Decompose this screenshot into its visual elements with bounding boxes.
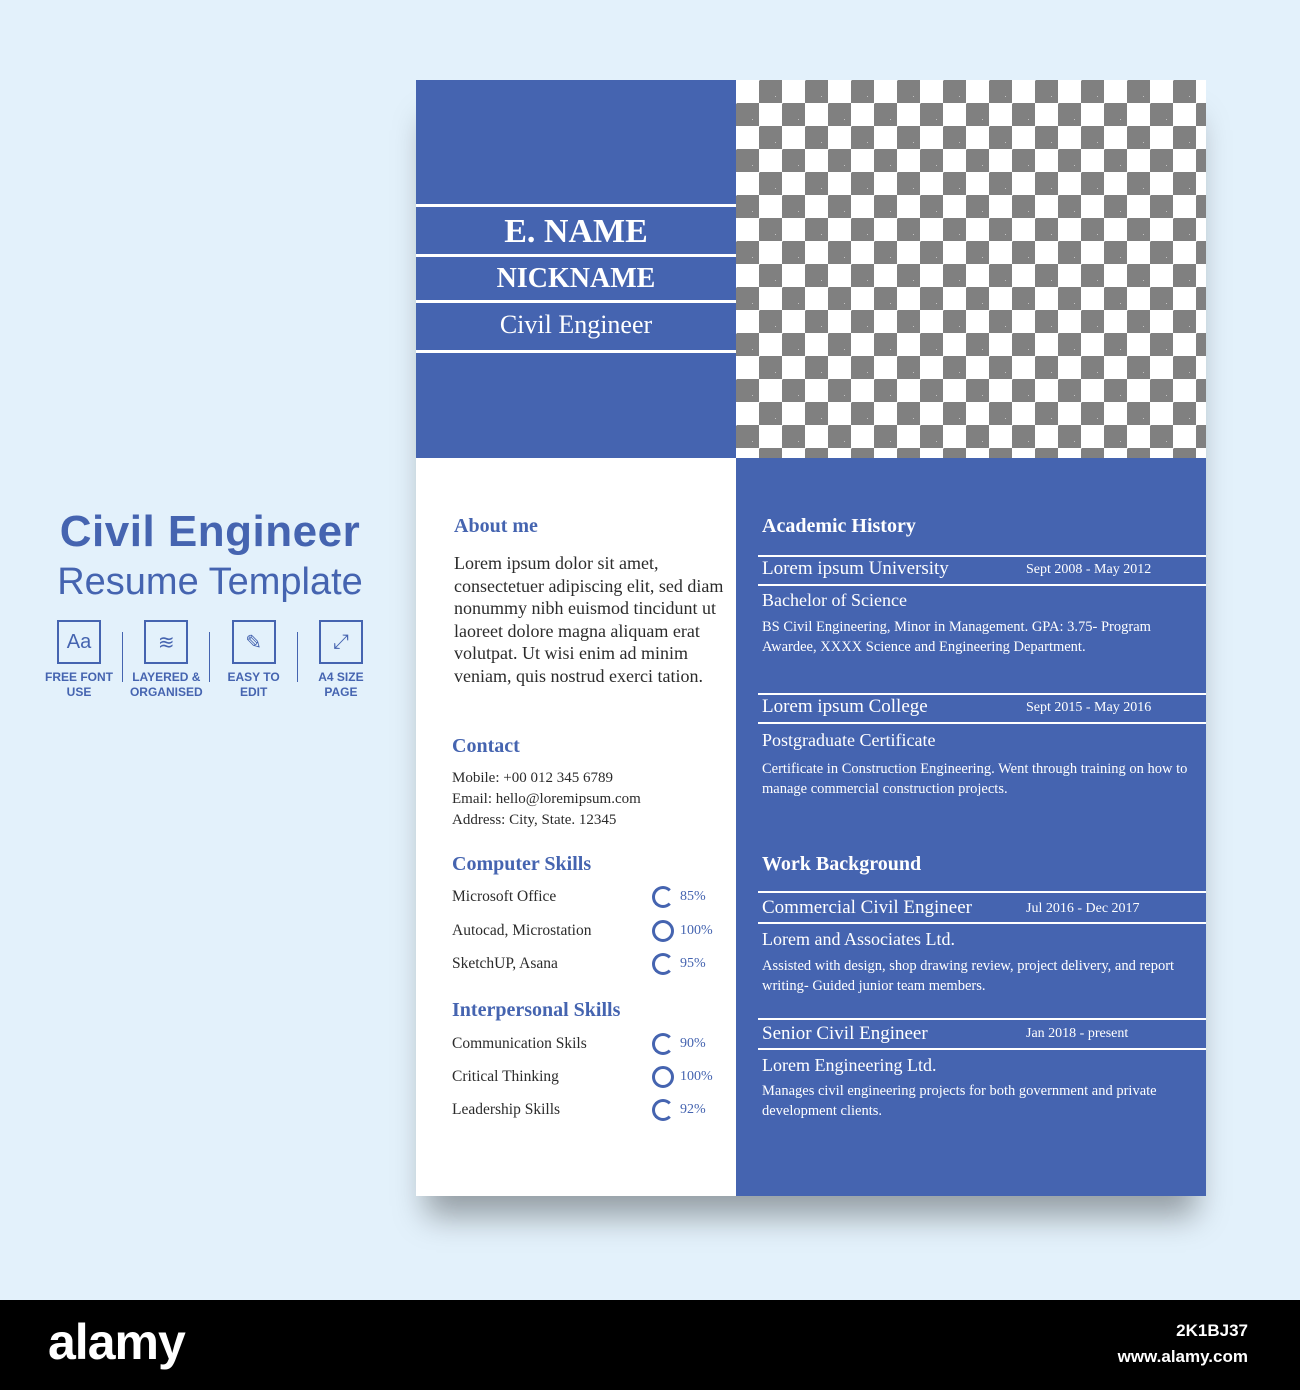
progress-ring-icon xyxy=(652,886,674,908)
skill-percent: 85% xyxy=(680,889,706,904)
academic-dates: Sept 2008 - May 2012 xyxy=(1026,562,1152,577)
contact-email: Email: hello@loremipsum.com xyxy=(452,791,641,807)
photo-placeholder xyxy=(736,80,1206,458)
academic-degree: Postgraduate Certificate xyxy=(762,730,936,750)
expand-arrows-icon: ⤢ xyxy=(319,620,363,664)
stock-logo: alamy xyxy=(48,1314,185,1370)
work-position: Senior Civil Engineer xyxy=(762,1023,928,1044)
feature-list xyxy=(40,620,380,700)
skill-percent: 100% xyxy=(680,1069,713,1084)
skill-row xyxy=(452,1066,732,1088)
academic-title: Academic History xyxy=(762,515,916,537)
feature-divider xyxy=(209,632,210,682)
feature-layered xyxy=(127,620,205,700)
skill-row xyxy=(452,953,732,975)
feature-label: A4 SIZE PAGE xyxy=(318,670,364,699)
resume-name: E. NAME xyxy=(504,213,648,250)
work-details: Manages civil engineering projects for both government and private development clients. xyxy=(762,1083,1157,1119)
progress-ring-icon xyxy=(652,1099,674,1121)
work-details: Assisted with design, shop drawing review, project delivery, and report writing- Guided junior team members. xyxy=(762,958,1175,994)
feature-divider xyxy=(122,632,123,682)
skill-row xyxy=(452,1099,732,1121)
skill-row xyxy=(452,886,732,908)
resume-nickname: NICKNAME xyxy=(496,263,656,294)
entry-rule xyxy=(758,722,1206,724)
resume-sheet xyxy=(416,80,1206,1196)
contact-title: Contact xyxy=(452,735,520,757)
work-title: Work Background xyxy=(762,853,922,875)
promo-title: Civil Engineer xyxy=(59,507,361,556)
pencil-edit-icon: ✎ xyxy=(232,620,276,664)
skill-percent: 92% xyxy=(680,1102,706,1117)
progress-ring-icon xyxy=(652,920,674,942)
promo-heading xyxy=(40,505,380,605)
promo-subtitle: Resume Template xyxy=(57,561,363,603)
header-rule xyxy=(416,254,736,257)
skill-name: Autocad, Microstation xyxy=(452,922,592,939)
interpersonal-skills-title: Interpersonal Skills xyxy=(452,999,621,1021)
font-aa-icon: Aa xyxy=(57,620,101,664)
work-dates: Jan 2018 - present xyxy=(1026,1026,1129,1041)
entry-rule xyxy=(758,584,1206,586)
work-company: Lorem and Associates Ltd. xyxy=(762,929,955,949)
skill-percent: 100% xyxy=(680,923,713,938)
academic-degree: Bachelor of Science xyxy=(762,590,907,610)
feature-divider xyxy=(297,632,298,682)
about-title: About me xyxy=(454,515,538,537)
header-rule xyxy=(416,350,736,353)
skill-name: Communication Skils xyxy=(452,1035,587,1052)
stock-url: www.alamy.com xyxy=(1117,1347,1248,1366)
work-dates: Jul 2016 - Dec 2017 xyxy=(1026,901,1140,916)
entry-rule xyxy=(758,1048,1206,1050)
work-position: Commercial Civil Engineer xyxy=(762,897,973,918)
entry-rule xyxy=(758,891,1206,893)
progress-ring-icon xyxy=(652,953,674,975)
feature-a4-size xyxy=(302,620,380,700)
contact-mobile: Mobile: +00 012 345 6789 xyxy=(452,770,613,786)
academic-details: BS Civil Engineering, Minor in Management. GPA: 3.75- Program Awardee, XXXX Science and Engineering Department. xyxy=(762,619,1151,655)
skill-percent: 95% xyxy=(680,956,706,971)
academic-school: Lorem ipsum University xyxy=(762,558,949,579)
work-company: Lorem Engineering Ltd. xyxy=(762,1055,937,1075)
header-rule xyxy=(416,204,736,207)
academic-dates: Sept 2015 - May 2016 xyxy=(1026,700,1152,715)
resume-header-panel xyxy=(416,80,736,458)
feature-free-font xyxy=(40,620,118,700)
layers-icon: ≋ xyxy=(144,620,188,664)
skill-row xyxy=(452,1033,732,1055)
stock-footer-bar xyxy=(0,1300,1300,1390)
resume-role: Civil Engineer xyxy=(499,310,653,339)
contact-address: Address: City, State. 12345 xyxy=(452,812,617,828)
skill-name: SketchUP, Asana xyxy=(452,955,558,972)
feature-label: EASY TO EDIT xyxy=(227,670,280,699)
feature-label: LAYERED & ORGANISED xyxy=(129,670,203,699)
header-rule xyxy=(416,300,736,303)
skill-name: Leadership Skills xyxy=(452,1101,561,1118)
skill-percent: 90% xyxy=(680,1036,706,1051)
computer-skills-title: Computer Skills xyxy=(452,853,592,875)
about-text: Lorem ipsum dolor sit amet, consectetuer adipiscing elit, sed diam nonummy nibh euismod tincidunt ut laoreet dolore magna aliquam erat volutpat. Ut wisi enim ad minim veniam, quis nostrud exerci tation. xyxy=(454,553,724,686)
academic-school: Lorem ipsum College xyxy=(762,696,928,717)
entry-rule xyxy=(758,922,1206,924)
entry-rule xyxy=(758,1018,1206,1020)
resume-right-panel xyxy=(736,458,1206,1196)
skill-name: Critical Thinking xyxy=(452,1068,559,1085)
feature-easy-edit xyxy=(215,620,293,700)
academic-details: Certificate in Construction Engineering. Went through training on how to manage commercial construction projects. xyxy=(762,761,1188,797)
progress-ring-icon xyxy=(652,1066,674,1088)
skill-row xyxy=(452,920,732,942)
feature-label: FREE FONT USE xyxy=(45,670,113,699)
stock-image-id: 2K1BJ37 xyxy=(1176,1321,1248,1340)
skill-name: Microsoft Office xyxy=(452,888,557,905)
progress-ring-icon xyxy=(652,1033,674,1055)
